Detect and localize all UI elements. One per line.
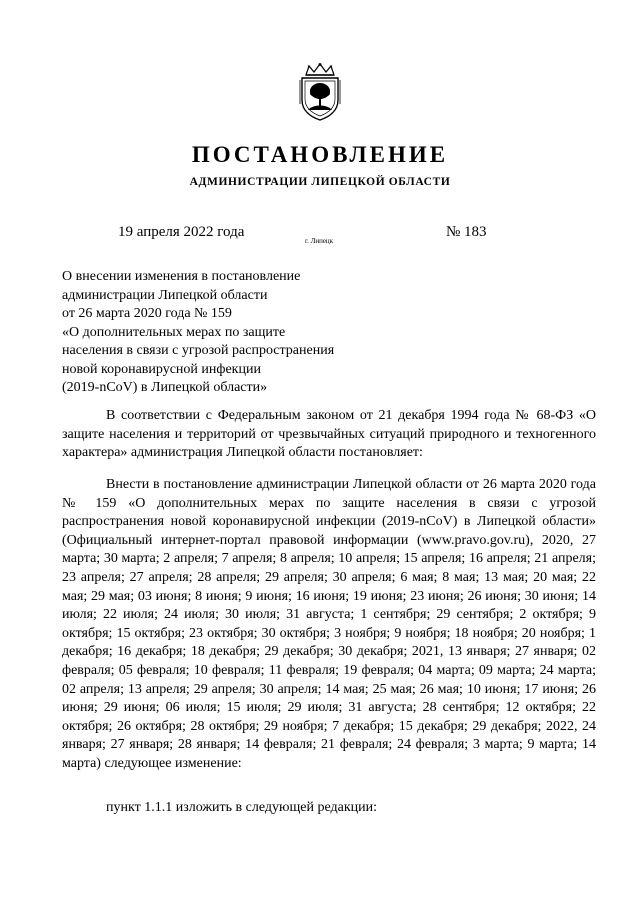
item-paragraph: пункт 1.1.1 изложить в следующей редакции: <box>106 800 377 815</box>
document-heading <box>62 268 422 398</box>
document-date: 19 апреля 2022 года <box>118 224 245 240</box>
preamble-paragraph: В соответствии с Федеральным законом от 21 декабря 1994 года № 68-ФЗ «О защите населения и территорий от чрезвычайных ситуаций природного и техногенного характера» администрация Липецкой области постановляет: <box>62 408 596 461</box>
coat-of-arms-icon <box>297 62 343 122</box>
document-number: № 183 <box>446 224 487 240</box>
heading-line: от 26 марта 2020 года № 159 <box>62 306 232 321</box>
document-title: ПОСТАНОВЛЕНИЕ <box>191 142 449 167</box>
heading-line: (2019-nCoV) в Липецкой области» <box>62 380 268 395</box>
document-city: г. Липецк <box>305 237 334 245</box>
heading-line: новой коронавирусной инфекции <box>62 361 261 377</box>
heading-line: администрации Липецкой области <box>62 287 268 303</box>
issuer-subtitle: АДМИНИСТРАЦИИ ЛИПЕЦКОЙ ОБЛАСТИ <box>189 176 451 188</box>
amendment-paragraph: Внести в постановление администрации Липецкой области от 26 марта 2020 года № 159 «О дополнительных мерах по защите населения в связи с угрозой распространения новой коронавирусной инфекции (2019-nCoV) в Липецкой области» (Официальный интернет-портал правовой информации (www.pravo.gov.ru), 2020, 27 марта; 30 марта; 2 апреля; 7 апреля; 8 апреля; 10 апреля; 15 апреля; 16 апреля; 21 апреля; 23 апреля; 27 апреля; 28 апреля; 29 апреля; 30 апреля; 6 мая; 8 мая; 13 мая; 20 мая; 22 мая; 29 мая; 03 июня; 8 июня; 9 июня; 16 июня; 19 июня; 23 июня; 26 июня; 30 июня; 14 июля; 22 июля; 24 июля; 30 июля; 31 августа; 1 сентября; 29 сентября; 2 октября; 9 октября; 15 октября; 23 октября; 30 октября; 3 ноября; 9 ноября; 18 ноября; 20 ноября; 1 декабря; 16 декабря; 18 декабря; 29 декабря; 30 декабря; 2021, 13 января; 27 января; 02 февраля; 05 февраля; 10 февраля; 11 февраля; 19 февраля; 04 марта; 09 марта; 24 марта; 02 апреля; 13 апреля; 29 апреля; 30 апреля; 14 мая; 25 мая; 26 мая; 10 июня; 17 июня; 26 июня; 29 июня; 06 июля; 15 июля; 29 июля; 31 августа; 28 сентября; 12 октября; 22 октября; 26 октября; 28 октября; 29 ноября; 7 декабря; 15 декабря; 29 декабря; 2022, 24 января; 27 января; 28 января; 14 февраля; 21 февраля; 24 февраля; 3 марта; 9 марта; 14 марта) следующее изменение: <box>62 477 596 771</box>
heading-line: О внесении изменения в постановление <box>62 269 301 284</box>
heading-line: «О дополнительных мерах по защите <box>62 324 286 340</box>
heading-line: населения в связи с угрозой распространения <box>62 343 335 358</box>
